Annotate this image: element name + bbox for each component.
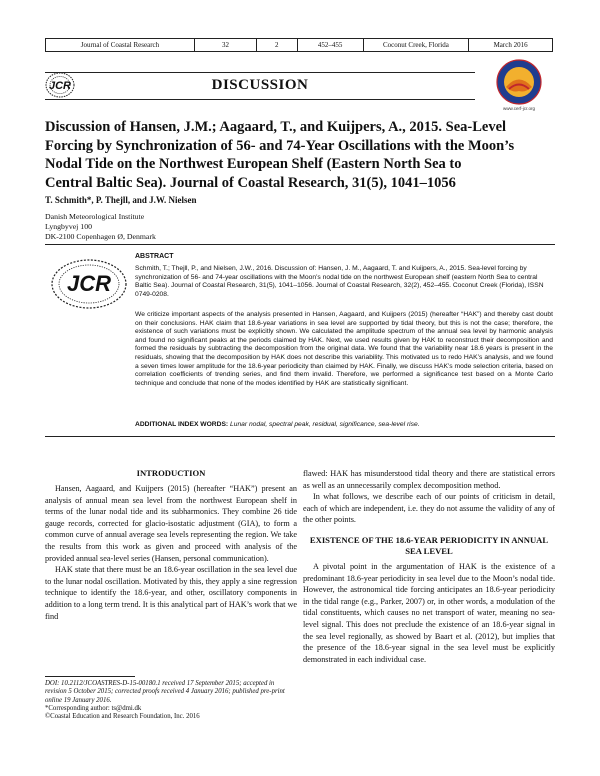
abstract-label: ABSTRACT — [135, 253, 174, 260]
title-line-2: Forcing by Synchronization of 56- and 74-Year Oscillations with the Moon’s — [45, 137, 515, 154]
col2-paragraph-2: In what follows, we describe each of our points of criticism in detail, each of which are independent, i.e. they do not assume the validity of any of the other points. — [303, 492, 555, 525]
periodicity-heading: EXISTENCE OF THE 18.6-YEAR PERIODICITY IN ANNUAL SEA LEVEL — [309, 534, 549, 556]
doi-note: DOI: 10.2112/JCOASTRES-D-15-00180.1 received 17 September 2015; accepted in revision 5 October 2015; corrected proofs received 4 January 2016; published pre-print online 19 January 2016. — [45, 680, 285, 704]
affiliation — [45, 212, 156, 242]
article-title — [45, 118, 553, 192]
footnote-rule — [45, 676, 135, 677]
intro-heading: INTRODUCTION — [136, 468, 206, 478]
abstract-rule — [45, 436, 555, 437]
cerf-logo — [485, 58, 553, 110]
jcr-large-text: JCR — [66, 271, 112, 296]
header-date: March 2016 — [493, 41, 528, 49]
title-line-4: Central Baltic Sea). Journal of Coastal Research, 31(5), 1041–1056 — [45, 174, 456, 191]
header-volume: 32 — [195, 39, 257, 51]
keywords-label: ADDITIONAL INDEX WORDS: — [135, 421, 229, 428]
section-banner — [45, 72, 475, 100]
col2-paragraph-1: flawed: HAK has misunderstood tidal theory and there are statistical errors as well as an unnecessarily complex decomposition method. — [303, 469, 555, 490]
keywords — [135, 421, 553, 428]
running-header — [45, 38, 553, 52]
intro-paragraph-2: HAK state that there must be an 18.6-year oscillation in the sea level due to the lunar nodal oscillation. Motivated by this, they apply a sine regression technique to identify the 18.6-year, and other, oscillatory components in addition to a long term trend. It is this analytical part of HAK’s work that we find — [45, 565, 297, 621]
affiliation-line-3: DK-2100 Copenhagen Ø, Denmark — [45, 232, 156, 241]
header-journal: Journal of Coastal Research — [46, 39, 195, 51]
abstract-citation: Schmith, T.; Thejll, P., and Nielsen, J.W., 2016. Discussion of: Hansen, J. M., Aagaard, T. and Kuijpers, A., 2015. Sea-level forcing by synchronization of 56- and 74-year oscillations with the Moon’s nodal tide on the northwest European shelf (eastern North Sea to central Baltic Sea). Journal of Coastal Research, 31(5), 1041–1056. Journal of Coastal Research, 32(2), 452–455. Coconut Creek (Florida), ISSN 0749-0208. — [135, 265, 544, 298]
footnotes — [45, 680, 297, 721]
authors: T. Schmith*, P. Thejll, and J.W. Nielsen — [45, 195, 197, 205]
section-title: DISCUSSION — [211, 77, 309, 93]
col2-paragraph-3: A pivotal point in the argumentation of HAK is the existence of a predominant 18.6-year periodicity in sea level due to the Moon’s nodal tide. However, the astronomical tide forcing anticipates an 18.6-year periodicity in the tidal range (e.g., Parker, 2007) or, in other words, a modulation of the tidal constituents, which causes no net transport of water, meaning no sea-level signal. This does not preclude the existence of an 18.6-year signal in the sea level regionally, as showed by Baart et al. (2012), but implies that the presence of the 18.6-year signal in the sea level must be explicitly demonstrated in each individual case. — [303, 561, 555, 664]
keywords-text: Lunar nodal, spectral peak, residual, significance, sea-level rise. — [230, 421, 420, 428]
abstract-body: We criticize important aspects of the analysis presented in Hansen, Aagaard, and Kuijpers (2015) (hereafter “HAK”) and thereby cast doubt on their conclusions. HAK claim that 18.6-year variations in sea level are supported by tidal theory, but this is not the case; therefore, the existence of such variations must be explicitly shown. We calculated the amplitude spectrum of the annual sea level by harmonic analysis and found no significant peaks at the periods claimed by HAK. Next, we used results given by HAK to reconstruct their decomposition and formed the residuals by subtracting the decomposition from the original data. We found that the variability near 18.6 years is present in the residuals, showing that the decomposition by HAK does not describe this variability. This motivated us to redo HAK’s analysis, and we found a seven times lower amplitude for the 18.6-year periodicity than claimed by HAK. Finally, we discuss HAK’s mode selection criteria, based on correlation coefficients of trending series, and find them invalid. Therefore, we performed a significance test based on a Monte Carlo technique and conclude that none of the modes identified by HAK are statistically significant. — [135, 311, 553, 387]
affiliation-line-1: Danish Meteorological Institute — [45, 212, 145, 221]
cerf-url: www.cerf-jcr.org — [502, 106, 535, 111]
copyright: ©Coastal Education and Research Foundation, Inc. 2016 — [45, 713, 200, 721]
jcr-small-text: JCR — [48, 80, 72, 92]
affiliation-line-2: Lyngbyvej 100 — [45, 222, 92, 231]
column-left — [45, 468, 297, 622]
column-right — [303, 468, 555, 665]
jcr-logo-large — [50, 258, 128, 310]
title-line-1: Discussion of Hansen, J.M.; Aagaard, T., and Kuijpers, A., 2015. Sea-Level — [45, 119, 507, 135]
corresponding-author: *Corresponding author: ts@dmi.dk — [45, 704, 142, 712]
header-pages: 452–455 — [298, 39, 364, 51]
header-location: Coconut Creek, Florida — [364, 39, 470, 51]
intro-paragraph-1: Hansen, Aagaard, and Kuijpers (2015) (hereafter “HAK”) present an analysis of annual mean sea level from the northwest European shelf in terms of the lunar nodal tide and its subharmonics. They combine 26 tide gauge records, corrected for glacio-isostatic adjustment (GIA), to form a common curve of annual average sea levels representing the region. We take the results from this work as given and proceed with analysis of the provided annual sea-level series (Hansen, personal communication). — [45, 484, 297, 563]
title-line-3: Nodal Tide on the Northwest European Shelf (Eastern North Sea to — [45, 156, 462, 172]
header-issue: 2 — [257, 39, 297, 51]
